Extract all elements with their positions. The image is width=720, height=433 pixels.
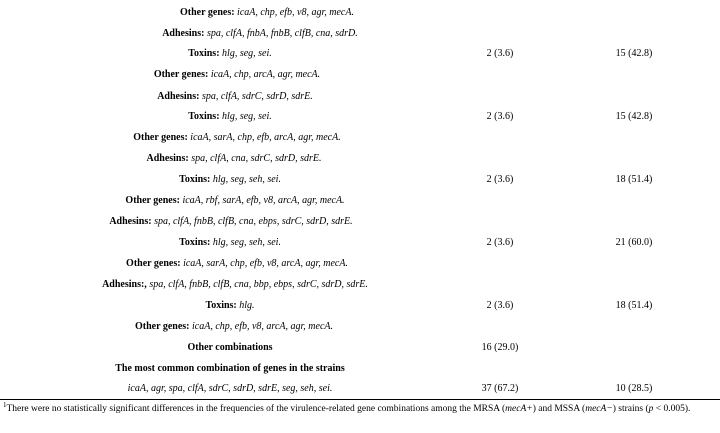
table-row bbox=[0, 257, 720, 278]
gene-cell bbox=[27, 257, 447, 270]
footnote-text: < 0.005). bbox=[653, 404, 691, 414]
mrsa-value: 2 (3.6) bbox=[486, 174, 514, 185]
table-row bbox=[0, 215, 720, 236]
mrsa-value: 2 (3.6) bbox=[486, 48, 514, 59]
gene-list: icaA, sarA, chp, efb, v8, arcA, agr, mecA. bbox=[183, 258, 348, 269]
gene-list: icaA, chp, efb, v8, arcA, agr, mecA. bbox=[192, 321, 333, 332]
mssa-value: 10 (28.5) bbox=[615, 383, 653, 394]
footnote-marker: 1 bbox=[3, 400, 7, 409]
gene-cell bbox=[25, 90, 445, 103]
row-label: Other genes: bbox=[126, 258, 181, 269]
gene-cell bbox=[20, 47, 440, 60]
gene-list: spa, clfA, fnbA, fnbB, clfB, cna, sdrD. bbox=[206, 28, 358, 39]
gene-list: hlg. bbox=[239, 300, 255, 311]
mrsa-value: 2 (3.6) bbox=[486, 111, 514, 122]
table-row bbox=[0, 68, 720, 89]
table-bottom-rule bbox=[0, 399, 720, 400]
gene-cell bbox=[20, 173, 440, 186]
gene-list: hlg, seg, seh, sei. bbox=[212, 237, 281, 248]
footnote-p: p bbox=[648, 404, 654, 414]
row-label: Adhesins: bbox=[109, 216, 152, 227]
common-genes: icaA, agr, spa, clfA, sdrC, sdrD, sdrE, seg, seh, sei. bbox=[127, 383, 333, 394]
mssa-value: 18 (51.4) bbox=[615, 300, 653, 311]
footnote-text: There were no statistically significant differences in the frequencies of the virulence-related gene combinations among the MRSA ( bbox=[6, 404, 506, 414]
gene-cell bbox=[25, 278, 445, 291]
gene-list: hlg, seg, sei. bbox=[222, 48, 272, 59]
gene-list: icaA, sarA, chp, efb, arcA, agr, mecA. bbox=[190, 132, 341, 143]
row-label: Adhesins: bbox=[146, 153, 189, 164]
gene-list: spa, clfA, sdrC, sdrD, sdrE. bbox=[201, 91, 313, 102]
common-title: The most common combination of genes in the strains bbox=[115, 363, 345, 374]
mssa-value: 15 (42.8) bbox=[615, 111, 653, 122]
mrsa-value: 37 (67.2) bbox=[481, 383, 519, 394]
gene-cell bbox=[24, 320, 444, 333]
row-label: Toxins: bbox=[179, 237, 211, 248]
row-label: Other genes: bbox=[180, 7, 235, 18]
table-row bbox=[0, 194, 720, 215]
gene-list: spa, clfA, fnbB, clfB, cna, bbp, ebps, sdrC, sdrD, sdrE. bbox=[149, 279, 368, 290]
gene-list: hlg, seg, sei. bbox=[222, 111, 272, 122]
mrsa-value: 2 (3.6) bbox=[486, 237, 514, 248]
table-row bbox=[0, 152, 720, 173]
table-row bbox=[0, 27, 720, 48]
table-row bbox=[0, 278, 720, 299]
gene-cell bbox=[27, 68, 447, 81]
other-combinations-label: Other combinations bbox=[187, 342, 273, 353]
table-row bbox=[0, 90, 720, 111]
gene-list: icaA, chp, efb, v8, agr, mecA. bbox=[237, 7, 354, 18]
table-row-common bbox=[0, 362, 720, 396]
footnote-gene: mecA+ bbox=[505, 404, 533, 414]
gene-cell bbox=[57, 6, 477, 19]
row-label: Adhesins: bbox=[157, 91, 200, 102]
gene-list: spa, clfA, fnbB, clfB, cna, ebps, sdrC, sdrD, sdrE. bbox=[154, 216, 353, 227]
row-label: Toxins: bbox=[205, 300, 237, 311]
table-row bbox=[0, 6, 720, 27]
table-row bbox=[0, 47, 720, 68]
row-label: Other genes: bbox=[153, 69, 209, 80]
row-label: Toxins: bbox=[188, 48, 220, 59]
gene-list: icaA, rbf, sarA, efb, v8, arcA, agr, mecA. bbox=[182, 195, 345, 206]
table-row bbox=[0, 173, 720, 194]
gene-cell bbox=[25, 194, 445, 207]
footnote-text: ) and MSSA ( bbox=[532, 404, 586, 414]
gene-cell bbox=[20, 110, 440, 123]
mrsa-value: 2 (3.6) bbox=[486, 300, 514, 311]
gene-cell bbox=[50, 27, 470, 40]
row-label: Other genes: bbox=[133, 132, 188, 143]
mrsa-value: 16 (29.0) bbox=[481, 342, 519, 353]
gene-list: spa, clfA, cna, sdrC, sdrD, sdrE. bbox=[191, 153, 322, 164]
mssa-value: 21 (60.0) bbox=[615, 237, 653, 248]
gene-list: hlg, seg, seh, sei. bbox=[212, 174, 281, 185]
row-label: Adhesins:, bbox=[102, 279, 147, 290]
row-label: Toxins: bbox=[179, 174, 211, 185]
mssa-value: 15 (42.8) bbox=[615, 48, 653, 59]
row-label: Other genes: bbox=[134, 321, 190, 332]
row-label: Adhesins: bbox=[162, 28, 205, 39]
gene-cell bbox=[21, 215, 441, 228]
footnote bbox=[3, 400, 715, 415]
table-row bbox=[0, 110, 720, 131]
table-row bbox=[0, 131, 720, 152]
table-row bbox=[0, 341, 720, 362]
row-label: Other genes: bbox=[125, 195, 180, 206]
table-row bbox=[0, 236, 720, 257]
gene-cell bbox=[20, 299, 440, 312]
table-row bbox=[0, 299, 720, 320]
footnote-gene: mecA− bbox=[585, 404, 613, 414]
mssa-value: 18 (51.4) bbox=[615, 174, 653, 185]
row-label: Toxins: bbox=[188, 111, 220, 122]
gene-cell bbox=[24, 152, 444, 165]
table-row bbox=[0, 320, 720, 341]
gene-cell bbox=[27, 131, 447, 144]
gene-list: icaA, chp, arcA, agr, mecA. bbox=[210, 69, 321, 80]
gene-cell bbox=[20, 236, 440, 249]
footnote-text: ) strains ( bbox=[612, 404, 649, 414]
